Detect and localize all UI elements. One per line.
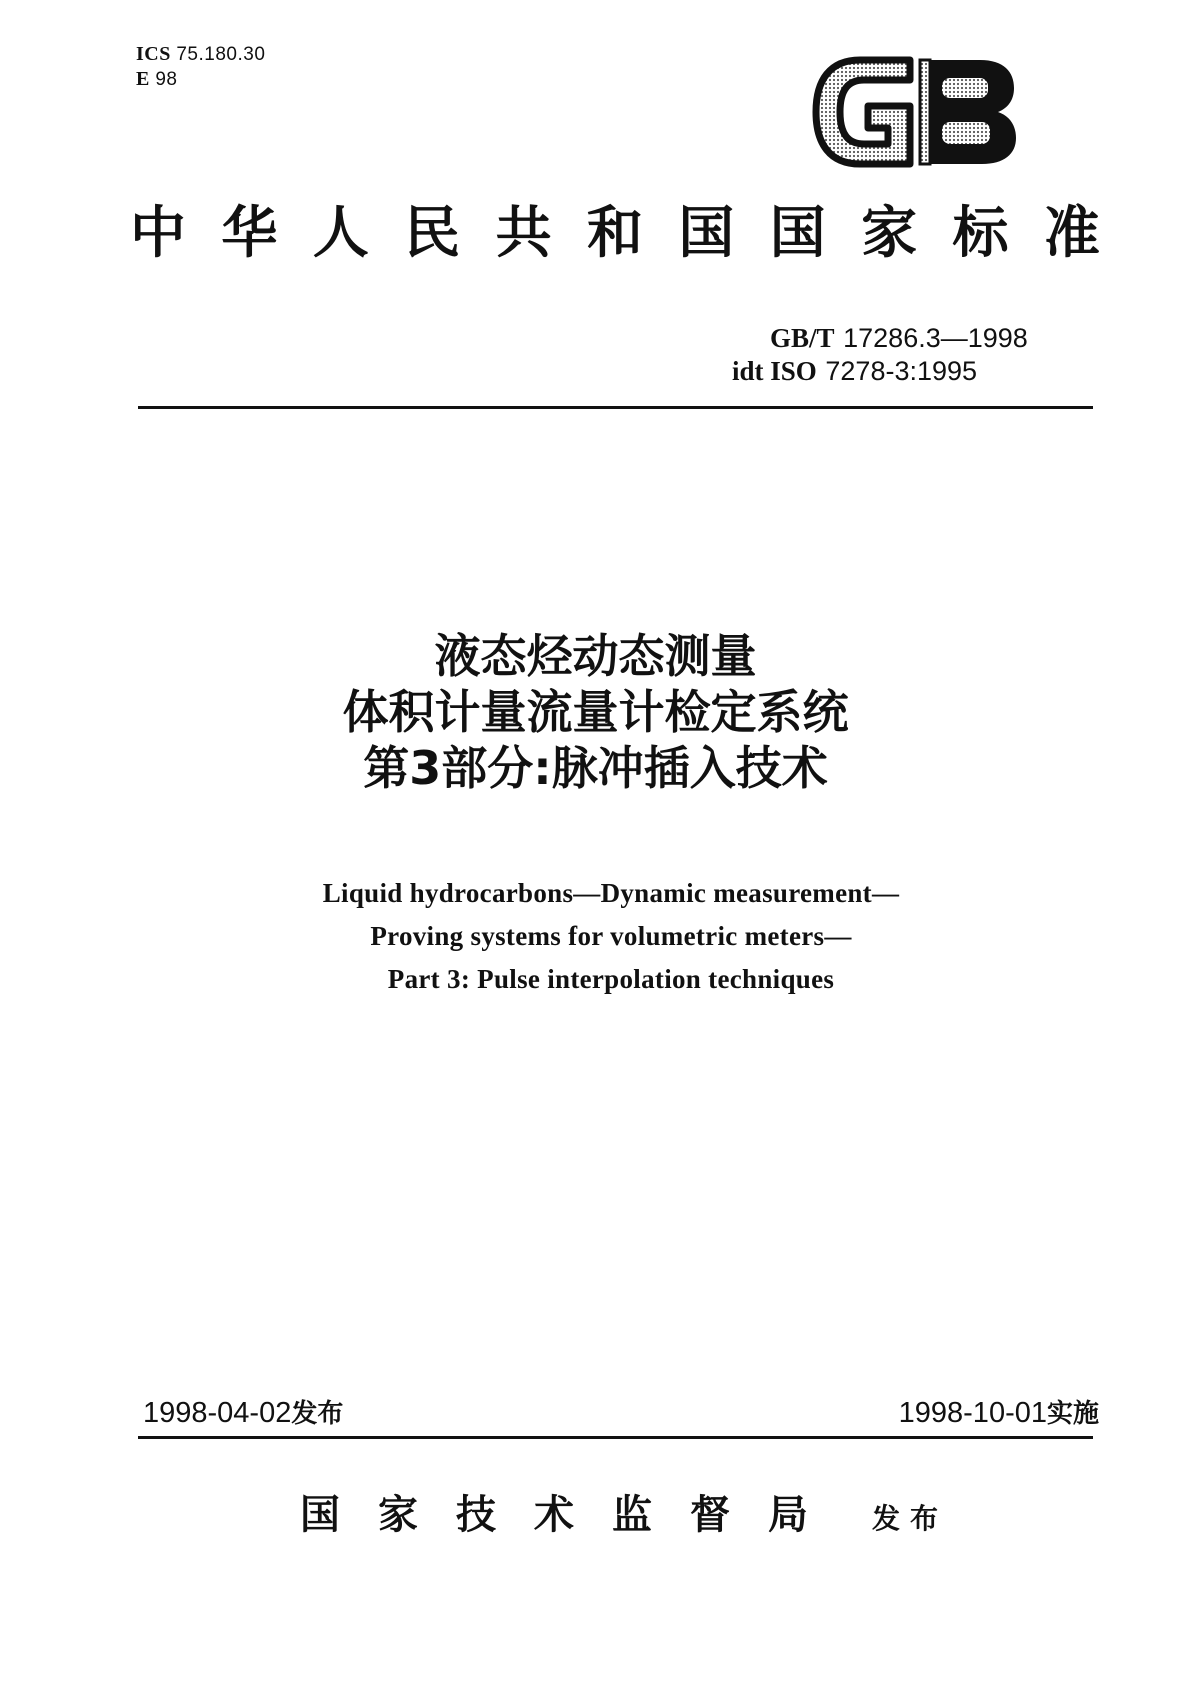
title-char: 准	[1043, 200, 1100, 266]
gb-value: 17286.3—1998	[843, 323, 1028, 353]
ics-line	[136, 42, 265, 67]
bottom-divider	[138, 1436, 1093, 1439]
issue-date: 1998-04-02	[143, 1397, 292, 1429]
issuer-action: 发布	[872, 1502, 949, 1535]
english-title	[0, 872, 1191, 1001]
implement-date: 1998-10-01	[898, 1397, 1047, 1429]
issue-label: 发布	[291, 1399, 344, 1429]
gb-number	[770, 322, 1028, 355]
issuing-authority	[300, 1490, 948, 1544]
chinese-title-line1: 液态烃动态测量	[434, 629, 757, 683]
ccs-line	[136, 67, 265, 92]
title-char: 共	[495, 200, 552, 266]
iso-value: 7278-3:1995	[825, 356, 978, 386]
iso-label: idt ISO	[732, 356, 817, 386]
gb-logo	[812, 54, 1022, 170]
english-title-line3: Part 3: Pulse interpolation techniques	[387, 964, 835, 994]
chinese-title-line2: 体积计量流量计检定系统	[342, 685, 849, 739]
title-char: 家	[861, 200, 918, 266]
ccs-value: 98	[155, 69, 178, 90]
ics-label: ICS	[136, 43, 171, 65]
iso-number	[732, 355, 1028, 388]
ccs-label: E	[136, 68, 150, 90]
ics-value: 75.180.30	[176, 44, 266, 65]
title-char: 中	[130, 200, 186, 266]
title-char: 国	[769, 200, 826, 266]
implement-label: 实施	[1046, 1399, 1099, 1429]
issuer-organization: 国家技术监督局	[300, 1491, 846, 1538]
top-divider	[138, 406, 1093, 409]
title-char: 国	[678, 200, 735, 266]
implement-date-block	[899, 1396, 1099, 1431]
chinese-title-line3: 第3部分:脉冲插入技术	[363, 741, 828, 795]
title-char: 人	[312, 200, 369, 266]
gb-label: GB/T	[770, 323, 835, 353]
ics-classification	[136, 42, 265, 92]
issue-date-block	[143, 1396, 343, 1431]
title-char: 和	[586, 200, 643, 266]
standard-number-block	[732, 322, 1028, 388]
chinese-title	[0, 628, 1191, 796]
title-char: 标	[952, 200, 1009, 266]
english-title-line2: Proving systems for volumetric meters—	[370, 921, 852, 951]
title-char: 华	[221, 200, 278, 266]
title-char: 民	[404, 200, 461, 266]
english-title-line1: Liquid hydrocarbons—Dynamic measurement—	[322, 878, 900, 908]
national-standard-title	[130, 198, 1100, 268]
